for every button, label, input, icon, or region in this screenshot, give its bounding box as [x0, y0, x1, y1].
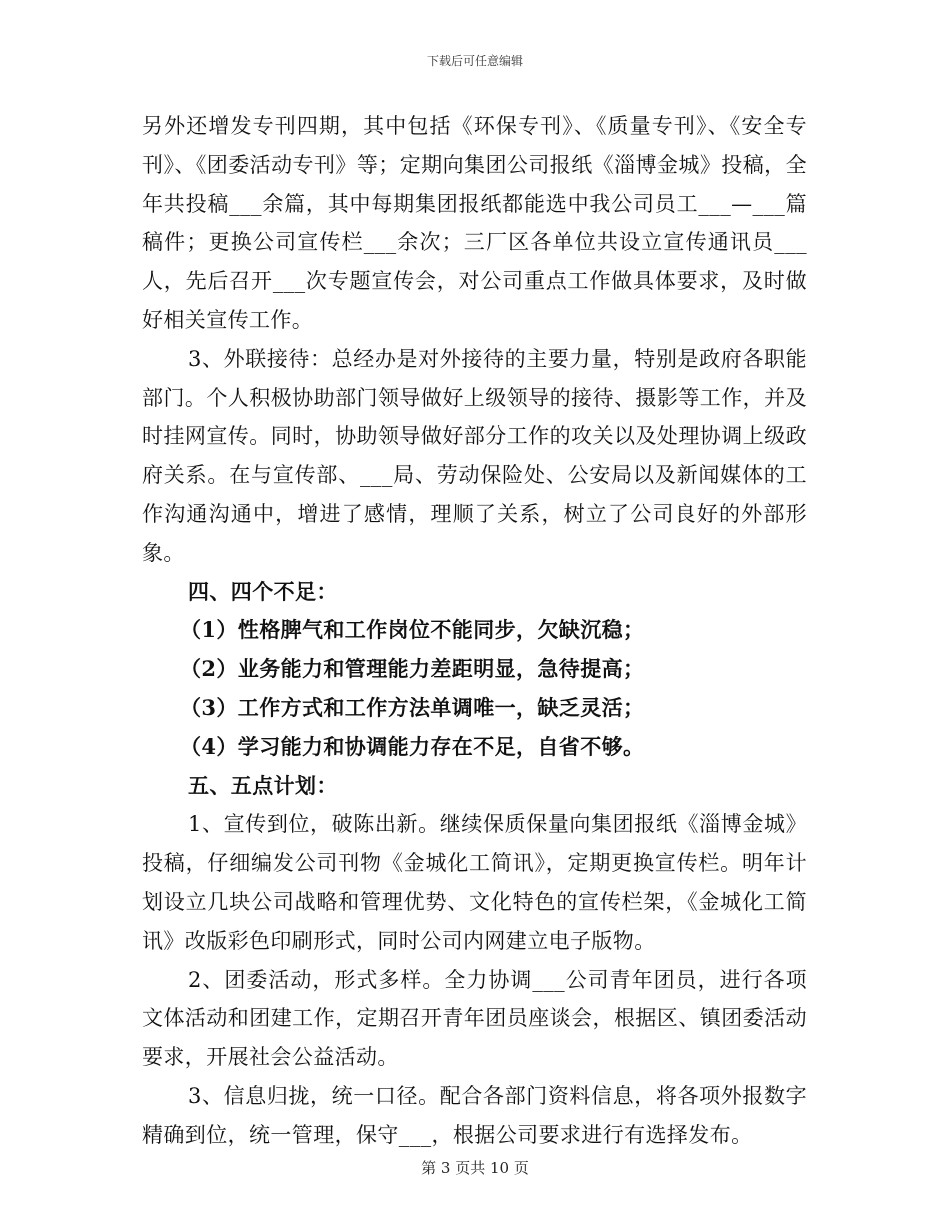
page-header: 下载后可任意编辑: [426, 54, 523, 68]
plan-item-1: 1、宣传到位，破陈出新。继续保质保量向集团报纸《淄博金城》投稿，仔细编发公司刊物《金城化工简讯》，定期更换宣传栏。明年计划设立几块公司战略和管理优势、文化特色的宣传栏架，《金城化工简讯》改版彩色印刷形式，同时公司内网建立电子版物。: [142, 812, 807, 953]
shortcoming-item-2: （2）业务能力和管理能力差距明显，急待提高；: [180, 656, 645, 682]
section-heading-four-shortcomings: 四、四个不足：: [188, 578, 338, 604]
shortcoming-item-4: （4）学习能力和协调能力存在不足，自省不够。: [180, 733, 645, 759]
shortcoming-item-1: （1）性格脾气和工作岗位不能同步，欠缺沉稳；: [180, 617, 645, 643]
page-footer: 第 3 页共 10 页: [421, 1159, 529, 1177]
plan-item-2: 2、团委活动，形式多样。全力协调___公司青年团员，进行各项文体活动和团建工作，定期召开青年团员座谈会，根据区、镇团委活动要求，开展社会公益活动。: [142, 967, 807, 1070]
shortcoming-item-3: （3）工作方式和工作方法单调唯一，缺乏灵活；: [180, 694, 645, 720]
document-body: [142, 107, 807, 1155]
section-heading-five-plans: 五、五点计划：: [188, 772, 338, 798]
plan-item-3: 3、信息归拢，统一口径。配合各部门资料信息，将各项外报数字精确到位，统一管理，保守___，根据公司要求进行有选择发布。: [142, 1083, 807, 1147]
paragraph-publicity-summary: 另外还增发专刊四期，其中包括《环保专刊》、《质量专刊》、《安全专刊》、《团委活动专刊》等；定期向集团公司报纸《淄博金城》投稿，全年共投稿___余篇，其中每期集团报纸都能选中我公司员工___—___篇稿件；更换公司宣传栏___余次；三厂区各单位共设立宣传通讯员___人，先后召开___次专题宣传会，对公司重点工作做具体要求，及时做好相关宣传工作。: [142, 114, 807, 332]
paragraph-external-reception: 3、外联接待：总经办是对外接待的主要力量，特别是政府各职能部门。个人积极协助部门领导做好上级领导的接待、摄影等工作，并及时挂网宣传。同时，协助领导做好部分工作的攻关以及处理协调上级政府关系。在与宣传部、___局、劳动保险处、公安局以及新闻媒体的工作沟通沟通中，增进了感情，理顺了关系，树立了公司良好的外部形象。: [142, 346, 807, 565]
